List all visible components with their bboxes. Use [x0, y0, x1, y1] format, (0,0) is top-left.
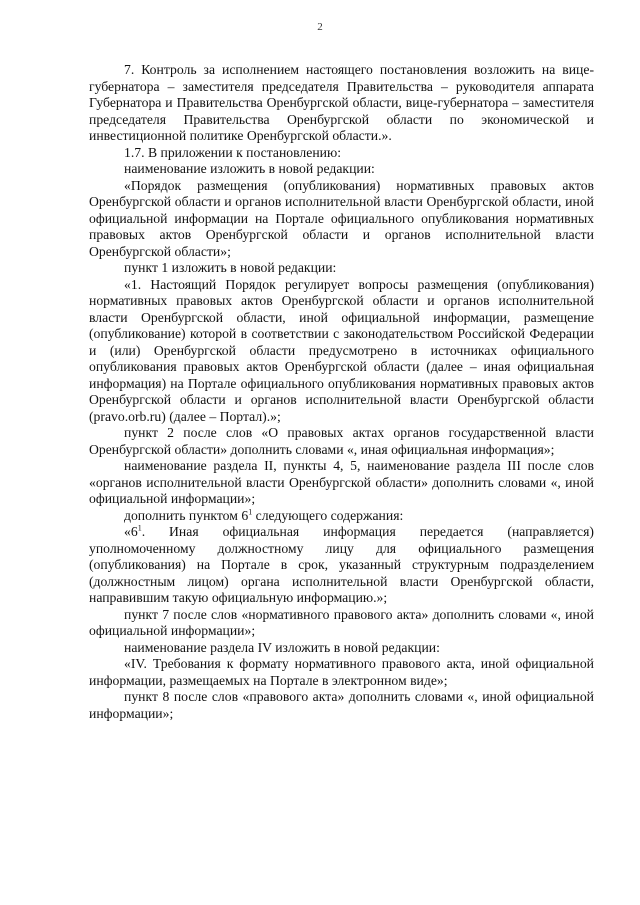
paragraph: 1.7. В приложении к постановлению:	[124, 144, 341, 160]
paragraph: дополнить пунктом $6^1$ следующего содержания:	[124, 506, 404, 523]
paragraph: наименование изложить в новой редакции:	[124, 161, 375, 176]
paragraph: «IV. Требования к формату нормативного правового акта, иной официальной информации, размещаемых на Портале в электронном виде»;	[89, 656, 594, 688]
paragraph: пункт 7 после слов «нормативного правового акта» дополнить словами «, иной официальной информации»;	[89, 606, 594, 638]
paragraph: пункт 8 после слов «правового акта» дополнить словами «, иной официальной информации»;	[89, 689, 594, 721]
paragraph: «$6^1$. Иная официальная информация передается (направляется) уполномоченному должностному лицу для официального размещения (опубликования) на Портале в срок, указанный структурным подразделением (должностным лицом) органа исполнительной власти Оренбургской области, направившим такую официальную информацию.»;	[89, 523, 594, 605]
paragraph: «1. Настоящий Порядок регулирует вопросы размещения (опубликования) нормативных правовых актов Оренбургской области и органов исполнительной власти Оренбургской области, иной официальной информации, размещение (опубликование) которой в соответствии с законодательством Российской Федерации и (или) Оренбургской области предусмотрено в источниках официального опубликования правовых актов Оренбургской области (далее – иная официальная информация) на Портале официального опубликования нормативных правовых актов Оренбургской области и органов исполнительной власти Оренбургской области (pravo.orb.ru) (далее – Портал).»;	[89, 276, 594, 424]
document-body	[89, 62, 594, 722]
paragraph: 7. Контроль за исполнением настоящего постановления возложить на вице-губернатора – заместителя председателя Правительства – руководителя аппарата Губернатора и Правительства Оренбургской области, вице-губернатора – заместителя председателя Правительства Оренбургской области по экономической и инвестиционной политике Оренбургской области.».	[89, 62, 594, 143]
paragraph: наименование раздела II, пункты 4, 5, наименование раздела III после слов «органов исполнительной власти Оренбургской области» дополнить словами «, иной официальной информации»;	[89, 458, 594, 506]
paragraph: пункт 2 после слов «О правовых актах органов государственной власти Оренбургской области» дополнить словами «, иная официальная информация»;	[89, 425, 594, 457]
page-number: 2	[317, 21, 323, 33]
paragraph: «Порядок размещения (опубликования) нормативных правовых актов Оренбургской области и органов исполнительной власти Оренбургской области, иной официальной информации на Портале официального опубликования нормативных правовых актов Оренбургской области и органов исполнительной власти Оренбургской области»;	[89, 177, 594, 259]
paragraph: наименование раздела IV изложить в новой редакции:	[124, 639, 440, 655]
superscript: 1	[248, 506, 253, 516]
superscript: 1	[137, 523, 142, 533]
paragraph: пункт 1 изложить в новой редакции:	[124, 260, 337, 275]
